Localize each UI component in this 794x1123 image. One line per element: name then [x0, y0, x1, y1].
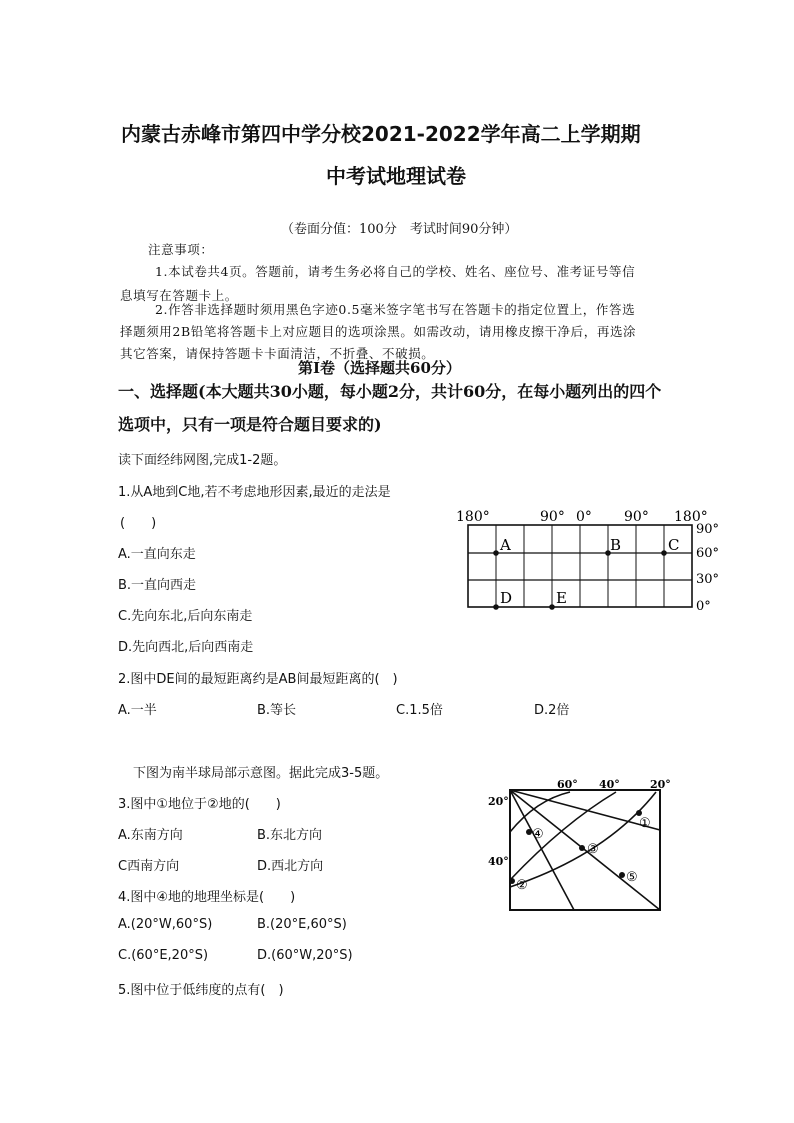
point-5-dot — [619, 872, 625, 878]
q4-stem: 4.图中④地的地理坐标是( ) — [118, 890, 296, 905]
section-instruction-line2: 选项中，只有一项是符合题目要求的) — [118, 415, 382, 434]
point-e-dot — [549, 604, 555, 610]
q1-blank: ( ) — [120, 516, 157, 531]
point-c-dot — [661, 550, 667, 556]
point-e-label: E — [556, 589, 567, 607]
point-a-label: A — [500, 536, 511, 554]
q4-option-d: D.(60°W,20°S) — [257, 948, 353, 963]
meridian-label-60: 60° — [557, 778, 578, 791]
group1-intro: 读下面经纬网图,完成1-2题。 — [118, 453, 287, 468]
point-d-label: D — [500, 589, 513, 607]
lat-label-90: 90° — [696, 522, 720, 537]
point-a-dot — [493, 550, 499, 556]
q4-option-b: B.(20°E,60°S) — [257, 917, 347, 932]
lon-label-0: 0° — [576, 509, 592, 525]
lon-label-90e: 90° — [624, 509, 649, 525]
parallel-arc — [510, 792, 616, 880]
q3-stem: 3.图中①地位于②地的( ) — [118, 797, 281, 812]
notes-item2-line3: 其它答案，请保持答题卡卡面清洁，不折叠、不破损。 — [120, 346, 435, 361]
notes-heading: 注意事项： — [148, 242, 214, 257]
parallel-label-20: 20° — [488, 795, 509, 808]
notes-item1-line1: 1.本试卷共4页。答题前，请考生务必将自己的学校、姓名、座位号、准考证号等信 — [155, 264, 636, 279]
exam-title-line1: 内蒙古赤峰市第四中学分校2021-2022学年高二上学期期 — [121, 122, 641, 146]
notes-item2-line2: 择题须用2B铅笔将答题卡上对应题目的选项涂黑。如需改动，请用橡皮擦干净后，再选涂 — [120, 324, 637, 339]
group2-intro: 下图为南半球局部示意图。据此完成3-5题。 — [133, 766, 389, 781]
point-3-label: ③ — [587, 842, 599, 857]
lon-label-180w: 180° — [456, 509, 490, 525]
point-3-dot — [579, 845, 585, 851]
exam-title-line2: 中考试地理试卷 — [326, 164, 466, 188]
q3-option-d: D.西北方向 — [257, 859, 324, 874]
lon-label-90w: 90° — [540, 509, 565, 525]
lat-label-30: 30° — [696, 572, 720, 587]
part-title: 第Ⅰ卷（选择题共60分） — [298, 359, 461, 377]
q4-option-a: A.(20°W,60°S) — [118, 917, 213, 932]
q1-option-c: C.先向东北,后向东南走 — [118, 609, 253, 624]
q1-option-d: D.先向西北,后向西南走 — [118, 640, 254, 655]
q4-option-c: C.(60°E,20°S) — [118, 948, 209, 963]
lat-label-0: 0° — [696, 599, 711, 614]
q2-option-a: A.一半 — [118, 703, 157, 718]
latlon-grid-figure — [452, 505, 724, 620]
point-5-label: ⑤ — [626, 870, 638, 885]
meridian-line — [510, 790, 660, 910]
parallel-label-40: 40° — [488, 855, 509, 868]
southern-hemisphere-figure — [484, 775, 674, 915]
q3-option-b: B.东北方向 — [257, 828, 323, 843]
meridian-label-40: 40° — [599, 778, 620, 791]
section-instruction-line1: 一、选择题(本大题共30小题，每小题2分，共计60分，在每小题列出的四个 — [118, 382, 662, 401]
q2-option-b: B.等长 — [257, 703, 297, 718]
exam-info: （卷面分值：100分 考试时间90分钟） — [281, 222, 518, 237]
point-c-label: C — [668, 536, 680, 554]
point-b-label: B — [610, 536, 622, 554]
meridian-label-20: 20° — [650, 778, 671, 791]
q3-option-c: C西南方向 — [118, 859, 180, 874]
lon-label-180e: 180° — [674, 509, 708, 525]
q5-stem: 5.图中位于低纬度的点有( ) — [118, 983, 284, 998]
q1-option-b: B.一直向西走 — [118, 578, 197, 593]
q2-option-c: C.1.5倍 — [396, 703, 443, 718]
point-4-label: ④ — [532, 827, 544, 842]
lat-label-60: 60° — [696, 546, 720, 561]
q3-option-a: A.东南方向 — [118, 828, 183, 843]
point-2-label: ② — [516, 878, 528, 893]
point-d-dot — [493, 604, 499, 610]
point-2-dot — [509, 878, 515, 884]
point-1-label: ① — [639, 816, 651, 831]
q2-stem: 2.图中DE间的最短距离约是AB间最短距离的( ) — [118, 672, 398, 687]
notes-item2-line1: 2.作答非选择题时须用黑色字迹0.5毫米签字笔书写在答题卡的指定位置上，作答选 — [155, 302, 636, 317]
notes-item1-line2: 息填写在答题卡上。 — [120, 288, 238, 303]
q2-option-d: D.2倍 — [534, 703, 570, 718]
q1-option-a: A.一直向东走 — [118, 547, 196, 562]
q1-stem: 1.从A地到C地,若不考虑地形因素,最近的走法是 — [118, 485, 391, 500]
